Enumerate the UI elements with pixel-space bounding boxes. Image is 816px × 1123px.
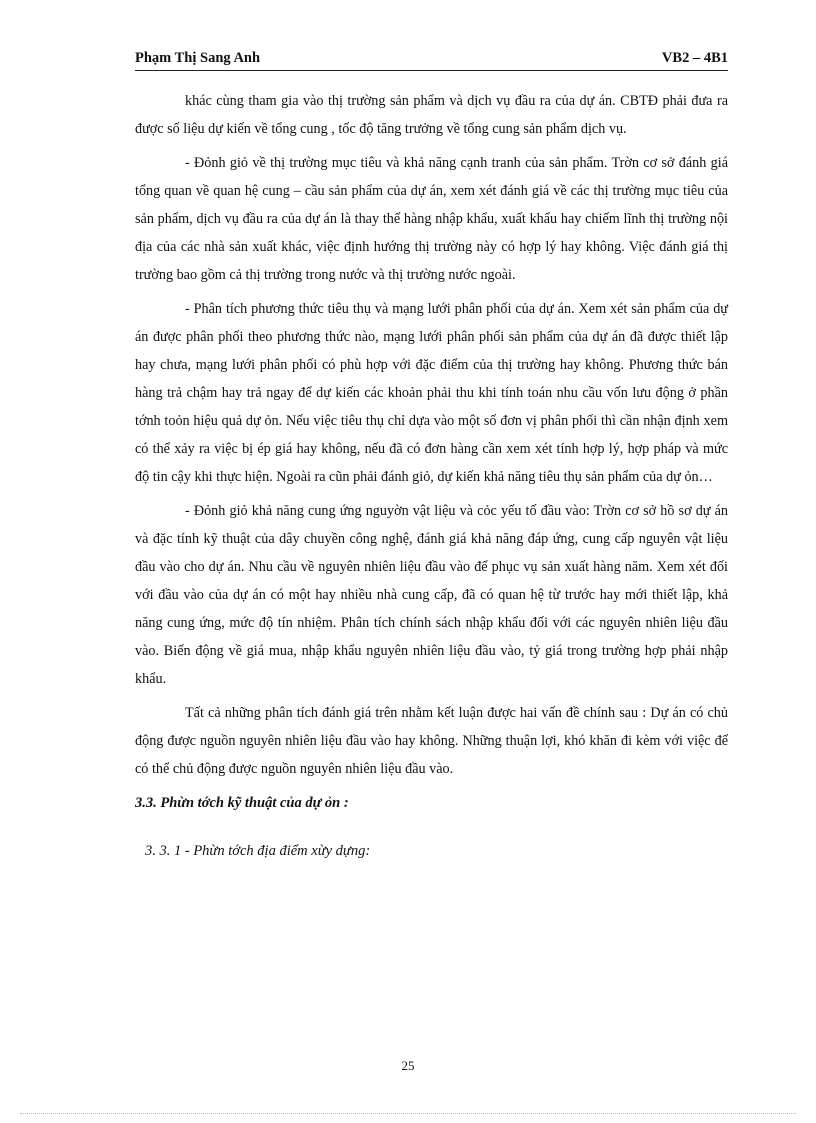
document-body: [135, 87, 728, 871]
footer-divider: [20, 1113, 796, 1114]
paragraph-distribution: - Phân tích phương thức tiêu thụ và mạng lưới phân phối của dự án. Xem xét sản phẩm của dự án được phân phối theo phương thức nào, mạng lưới phân phối sản phẩm của dự án đã được thiết lập hay chưa, mạng lưới phân phối có phù hợp với đặc điểm của thị trường hay không. Phương thức bán hàng trả chậm hay trả ngay để dự kiến các khoản phải thu khi tính toán nhu cầu vốn lưu động ở phần tớnh toỏn hiệu quả dự ỏn. Nếu việc tiêu thụ chỉ dựa vào một số đơn vị phân phối thì cần nhận định xem có thể xảy ra việc bị ép giá hay không, nếu đã có đơn hàng cần xem xét tính hợp lý, hợp pháp và mức độ tin cậy khi thực hiện. Ngoài ra cũn phải đánh giỏ, dự kiến khả năng tiêu thụ sản phẩm của dự ỏn…: [135, 301, 728, 485]
paragraph-market-evaluation: - Đỏnh giỏ về thị trường mục tiêu và khả năng cạnh tranh của sản phẩm. Trờn cơ sở đánh giá tổng quan về quan hệ cung – cầu sản phẩm của dự án, xem xét đánh giá về các thị trường mục tiêu của sản phẩm, dịch vụ đầu ra của dự án là thay thế hàng nhập khẩu, xuất khẩu hay chiếm lĩnh thị trường nội địa của các nhà sản xuất khác, việc định hướng thị trường này có hợp lý hay không. Việc đánh giá thị trường bao gồm cả thị trường trong nước và thị trường nước ngoài.: [135, 155, 728, 283]
page-header: [135, 48, 728, 71]
subsection-heading: 3. 3. 1 - Phừn tớch địa điểm xừy dựng:: [145, 843, 371, 859]
section-heading: 3.3. Phừn tớch kỹ thuật của dự ỏn :: [135, 795, 349, 811]
header-class: VB2 – 4B1: [661, 50, 728, 66]
paragraph-conclusion: Tất cả những phân tích đánh giá trên nhằm kết luận được hai vấn đề chính sau : Dự án có chủ động được nguồn nguyên nhiên liệu đầu vào hay không. Những thuận lợi, khó khăn đi kèm với việc để có thể chủ động được nguồn nguyên nhiên liệu đầu vào.: [135, 705, 728, 777]
page-number: 25: [401, 1058, 415, 1073]
header-author: Phạm Thị Sang Anh: [135, 50, 261, 66]
paragraph-supply: - Đỏnh giỏ khả năng cung ứng nguyờn vật liệu và cỏc yếu tố đầu vào: Trờn cơ sở hồ sơ dự án và đặc tính kỹ thuật của dây chuyền công nghệ, đánh giá khả năng đáp ứng, cung cấp nguyên vật liệu đầu vào cho dự án. Nhu cầu về nguyên nhiên liệu đầu vào để phục vụ sản xuất hàng năm. Xem xét đối với đầu vào của dự án có một hay nhiều nhà cung cấp, đã có quan hệ từ trước hay mới thiết lập, khả năng cung ứng, mức độ tín nhiệm. Phân tích chính sách nhập khẩu đối với các nguyên nhiên liệu đầu vào. Biến động về giá mua, nhập khẩu nguyên nhiên liệu đầu vào, tỷ giá trong trường hợp phải nhập khẩu.: [135, 503, 728, 687]
paragraph-continuation: khác cùng tham gia vào thị trường sản phẩm và dịch vụ đầu ra của dự án. CBTĐ phải đưa ra được số liệu dự kiến về tổng cung , tốc độ tăng trưởng về tổng cung sản phẩm dịch vụ.: [135, 93, 728, 137]
